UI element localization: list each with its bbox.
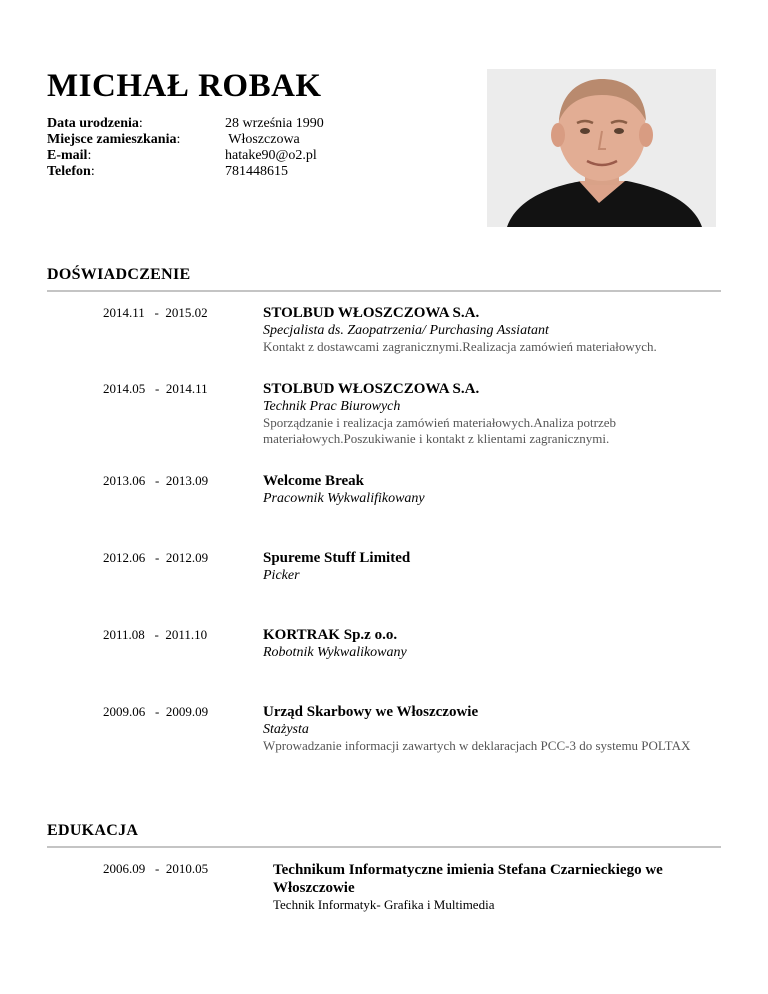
job-title: Robotnik Wykwalikowany: [263, 645, 407, 660]
school-name: Technikum Informatyczne imienia Stefana Czarnieckiego we Włoszczowie: [273, 862, 663, 896]
company-name: Urząd Skarbowy we Włoszczowie: [263, 704, 479, 720]
experience-divider: [47, 290, 721, 292]
phone-label: Telefon: [47, 164, 91, 179]
birth-date-value: 28 września 1990: [225, 116, 324, 131]
job-title: Stażysta: [263, 722, 309, 737]
company-name: Welcome Break: [263, 473, 364, 489]
job-description: Kontakt z dostawcami zagranicznymi.Realizacja zamówień materiałowych.: [263, 339, 657, 354]
personal-info: [47, 116, 377, 180]
experience-heading: DOŚWIADCZENIE: [47, 266, 191, 283]
company-name: STOLBUD WŁOSZCZOWA S.A.: [263, 305, 480, 321]
date-range: 2014.11 - 2015.02: [103, 305, 208, 320]
residence-label: Miejsce zamieszkania: [47, 132, 177, 147]
birth-date-row: Data urodzenia: 28 września 1990: [47, 116, 324, 131]
company-name: STOLBUD WŁOSZCZOWA S.A.: [263, 381, 480, 397]
birth-date-label: Data urodzenia: [47, 116, 139, 131]
job-description: Sporządzanie i realizacja zamówień materiałowych.Analiza potrzeb materiałowych.Poszukiwanie i kontakt z klientami zagranicznymi.: [263, 415, 616, 446]
phone-row: Telefon: 781448615: [47, 164, 288, 179]
date-range: 2011.08 - 2011.10: [103, 627, 208, 642]
education-detail: Technik Informatyk- Grafika i Multimedia: [273, 897, 495, 912]
job-title: Picker: [263, 568, 300, 583]
residence-row: Miejsce zamieszkania: Włoszczowa: [47, 132, 300, 147]
job-description: Wprowadzanie informacji zawartych w deklaracjach PCC-3 do systemu POLTAX: [263, 738, 691, 753]
date-range: 2006.09 - 2010.05: [103, 861, 209, 876]
date-range: 2012.06 - 2012.09: [103, 550, 209, 565]
date-range: 2009.06 - 2009.09: [103, 704, 209, 719]
job-title: Pracownik Wykwalifikowany: [263, 491, 425, 506]
email-label: E-mail: [47, 148, 88, 163]
profile-photo: [487, 69, 716, 227]
education-divider: [47, 846, 721, 848]
job-title: Technik Prac Biurowych: [263, 399, 401, 414]
company-name: Spureme Stuff Limited: [263, 550, 411, 566]
company-name: KORTRAK Sp.z o.o.: [263, 627, 398, 643]
date-range: 2013.06 - 2013.09: [103, 473, 209, 488]
job-title: Specjalista ds. Zaopatrzenia/ Purchasing Assiatant: [263, 323, 549, 338]
education-heading: EDUKACJA: [47, 822, 139, 839]
email-value: hatake90@o2.pl: [225, 148, 317, 163]
date-range: 2014.05 - 2014.11: [103, 381, 208, 396]
residence-value: Włoszczowa: [225, 132, 300, 147]
person-name: MICHAŁ ROBAK: [47, 68, 322, 104]
phone-value: 781448615: [225, 164, 288, 179]
email-row: E-mail: hatake90@o2.pl: [47, 148, 317, 163]
